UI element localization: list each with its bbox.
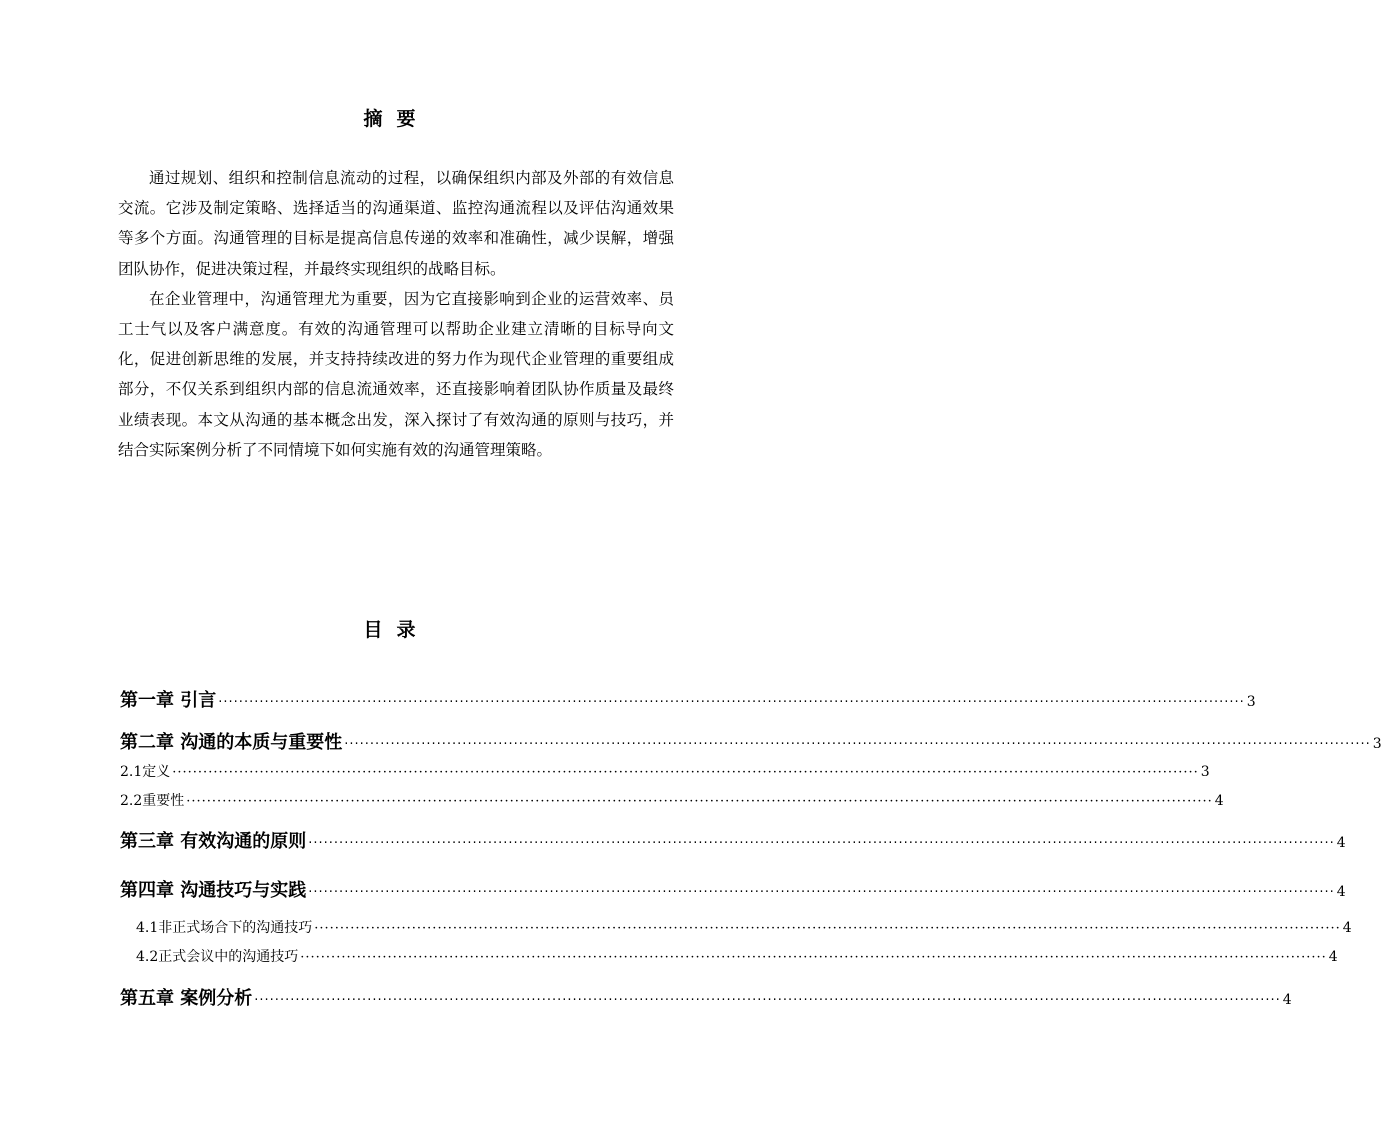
toc-leader-dots: ········································································································································································································ [308,885,1335,900]
toc-chapter-4-label: 第四章 沟通技巧与实践 [120,880,307,901]
toc-section-2-1-title: 定义 [142,764,171,780]
toc-section-4-1-title: 非正式场合下的沟通技巧 [158,920,313,936]
abstract-body [118,163,674,465]
toc-section-4-2-title: 正式会议中的沟通技巧 [158,949,299,965]
toc-section-2-1-page: 3 [1200,764,1210,780]
toc-section-4-2-page: 4 [1328,949,1338,965]
toc-section-4-1[interactable] [136,917,1352,937]
abstract-paragraph-2: 在企业管理中，沟通管理尤为重要，因为它直接影响到企业的运营效率、员工士气以及客户满意度。有效的沟通管理可以帮助企业建立清晰的目标导向文化，促进创新思维的发展，并支持持续改进的努力作为现代企业管理的重要组成部分，不仅关系到组织内部的信息流通效率，还直接影响着团队协作质量及最终业绩表现。本文从沟通的基本概念出发，深入探讨了有效沟通的原则与技巧，并结合实际案例分析了不同情境下如何实施有效的沟通管理策略。 [118,289,674,459]
toc-chapter-4[interactable] [120,876,1346,902]
toc-leader-dots: ········································································································································································································ [300,950,1327,965]
toc-chapter-2-label: 第二章 沟通的本质与重要性 [120,732,343,753]
toc-leader-dots: ········································································································································································································ [344,737,1371,752]
toc-chapter-5-page: 4 [1282,992,1292,1008]
toc-chapter-3-page: 4 [1336,835,1346,851]
toc-chapter-3-label: 第三章 有效沟通的原则 [120,831,307,852]
toc-chapter-1[interactable] [120,686,1256,712]
toc-section-2-2[interactable] [120,790,1224,810]
toc-leader-dots: ········································································································································································································ [254,993,1281,1008]
toc-section-2-2-page: 4 [1214,793,1224,809]
toc-chapter-4-page: 4 [1336,884,1346,900]
toc-section-2-2-title: 重要性 [142,793,185,809]
toc-section-2-2-number: 2.2 [120,793,143,809]
toc-leader-dots: ········································································································································································································ [314,921,1341,936]
toc-section-4-1-number: 4.1 [136,920,159,936]
toc-chapter-1-page: 3 [1246,694,1256,710]
toc-chapter-2-page: 3 [1372,736,1382,752]
abstract-paragraph-1: 通过规划、组织和控制信息流动的过程，以确保组织内部及外部的有效信息交流。它涉及制定策略、选择适当的沟通渠道、监控沟通流程以及评估沟通效果等多个方面。沟通管理的目标是提高信息传递的效率和准确性，减少误解，增强团队协作，促进决策过程，并最终实现组织的战略目标。 [118,169,674,278]
toc-heading: 目录 [363,619,430,641]
toc-chapter-5-label: 第五章 案例分析 [120,988,253,1009]
toc-leader-dots: ········································································································································································································ [186,794,1213,809]
toc-chapter-2[interactable] [120,728,1382,754]
abstract-heading: 摘要 [363,108,430,130]
toc-chapter-1-label: 第一章 引言 [120,690,217,711]
toc-leader-dots: ········································································································································································································ [308,836,1335,851]
toc-chapter-3[interactable] [120,827,1346,853]
toc-section-2-1[interactable] [120,761,1210,781]
toc-chapter-5[interactable] [120,984,1292,1010]
toc-leader-dots: ········································································································································································································ [172,765,1199,780]
toc-section-2-1-number: 2.1 [120,764,143,780]
toc-leader-dots: ········································································································································································································ [218,695,1245,710]
toc-section-4-2-number: 4.2 [136,949,159,965]
toc-section-4-1-page: 4 [1342,920,1352,936]
toc-section-4-2[interactable] [136,946,1338,966]
